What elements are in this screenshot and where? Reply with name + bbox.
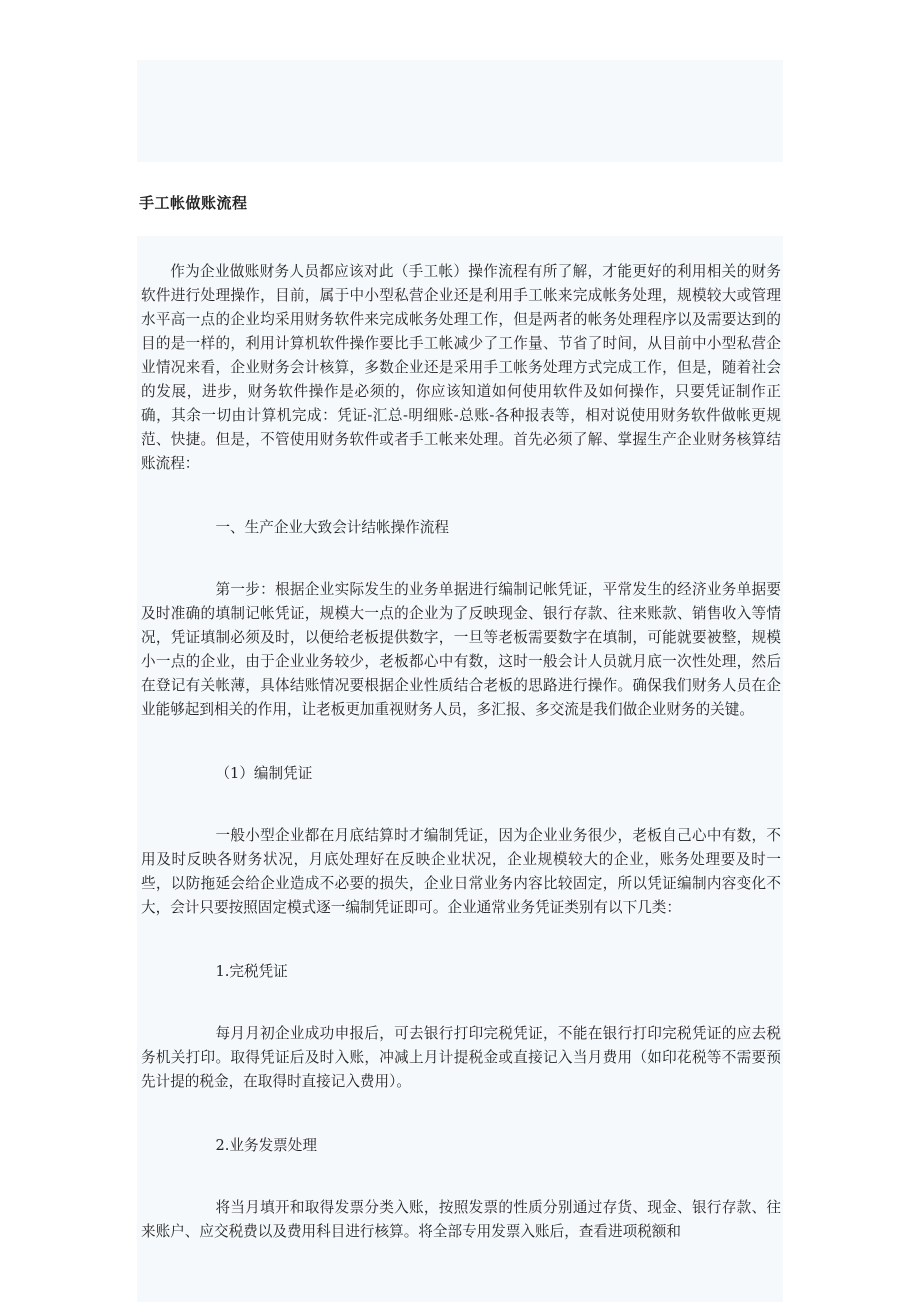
page-title: 手工帐做账流程 [139,194,248,212]
intro-paragraph: 作为企业做账财务人员都应该对此（手工帐）操作流程有所了解，才能更好的利用相关的财务软件进行处理操作，目前，属于中小型私营企业还是利用手工帐来完成帐务处理，规模较大或管理水平高一点的企业均采用财务软件来完成帐务处理工作，但是两者的帐务处理程序以及需要达到的目的是一样的，利用计算机软件操作要比手工帐减少了工作量、节省了时间，从目前中小型私营企业情况来看，企业财务会计核算，多数企业还是采用手工帐务处理方式完成工作，但是，随着社会的发展，进步，财务软件操作是必须的，你应该知道如何使用软件及如何操作，只要凭证制作正确，其余一切由计算机完成：凭证-汇总-明细账-总账-各种报表等，相对说使用财务软件做帐更规范、快捷。但是，不管使用财务软件或者手工帐来处理。首先必须了解、掌握生产企业财务核算结账流程： [141,263,781,472]
section-heading: 一、生产企业大致会计结帐操作流程 [215,519,449,536]
item-heading: 1.完税凭证 [215,963,288,980]
header-banner [137,60,783,162]
subsection-paragraph: 一般小型企业都在月底结算时才编制凭证，因为企业业务很少，老板自己心中有数，不用及时反映各财务状况，月底处理好在反映企业状况，企业规模较大的企业，账务处理要及时一些，以防拖延会给企业造成不必要的损失，企业日常业务内容比较固定，所以凭证编制内容变化不大，会计只要按照固定模式逐一编制凭证即可。企业通常业务凭证类别有以下几类： [141,827,781,916]
item-heading: 2.业务发票处理 [215,1137,317,1154]
item-paragraph: 将当月填开和取得发票分类入账，按照发票的性质分别通过存货、现金、银行存款、往来账户、应交税费以及费用科目进行核算。将全部专用发票入账后，查看进项税额和 [141,1199,781,1240]
article-body [137,236,783,1302]
subsection-heading: （1）编制凭证 [215,765,313,782]
step-paragraph: 第一步：根据企业实际发生的业务单据进行编制记帐凭证，平常发生的经济业务单据要及时准确的填制记帐凭证，规模大一点的企业为了反映现金、银行存款、往来账款、销售收入等情况，凭证填制必须及时，以便给老板提供数字，一旦等老板需要数字在填制，可能就要被整，规模小一点的企业，由于企业业务较少，老板都心中有数，这时一般会计人员就月底一次性处理，然后在登记有关帐薄，具体结账情况要根据企业性质结合老板的思路进行操作。确保我们财务人员在企业能够起到相关的作用，让老板更加重视财务人员，多汇报、多交流是我们做企业财务的关键。 [141,581,781,718]
item-paragraph: 每月月初企业成功申报后，可去银行打印完税凭证，不能在银行打印完税凭证的应去税务机关打印。取得凭证后及时入账，冲减上月计提税金或直接记入当月费用（如印花税等不需要预先计提的税金，在取得时直接记入费用）。 [141,1025,781,1090]
